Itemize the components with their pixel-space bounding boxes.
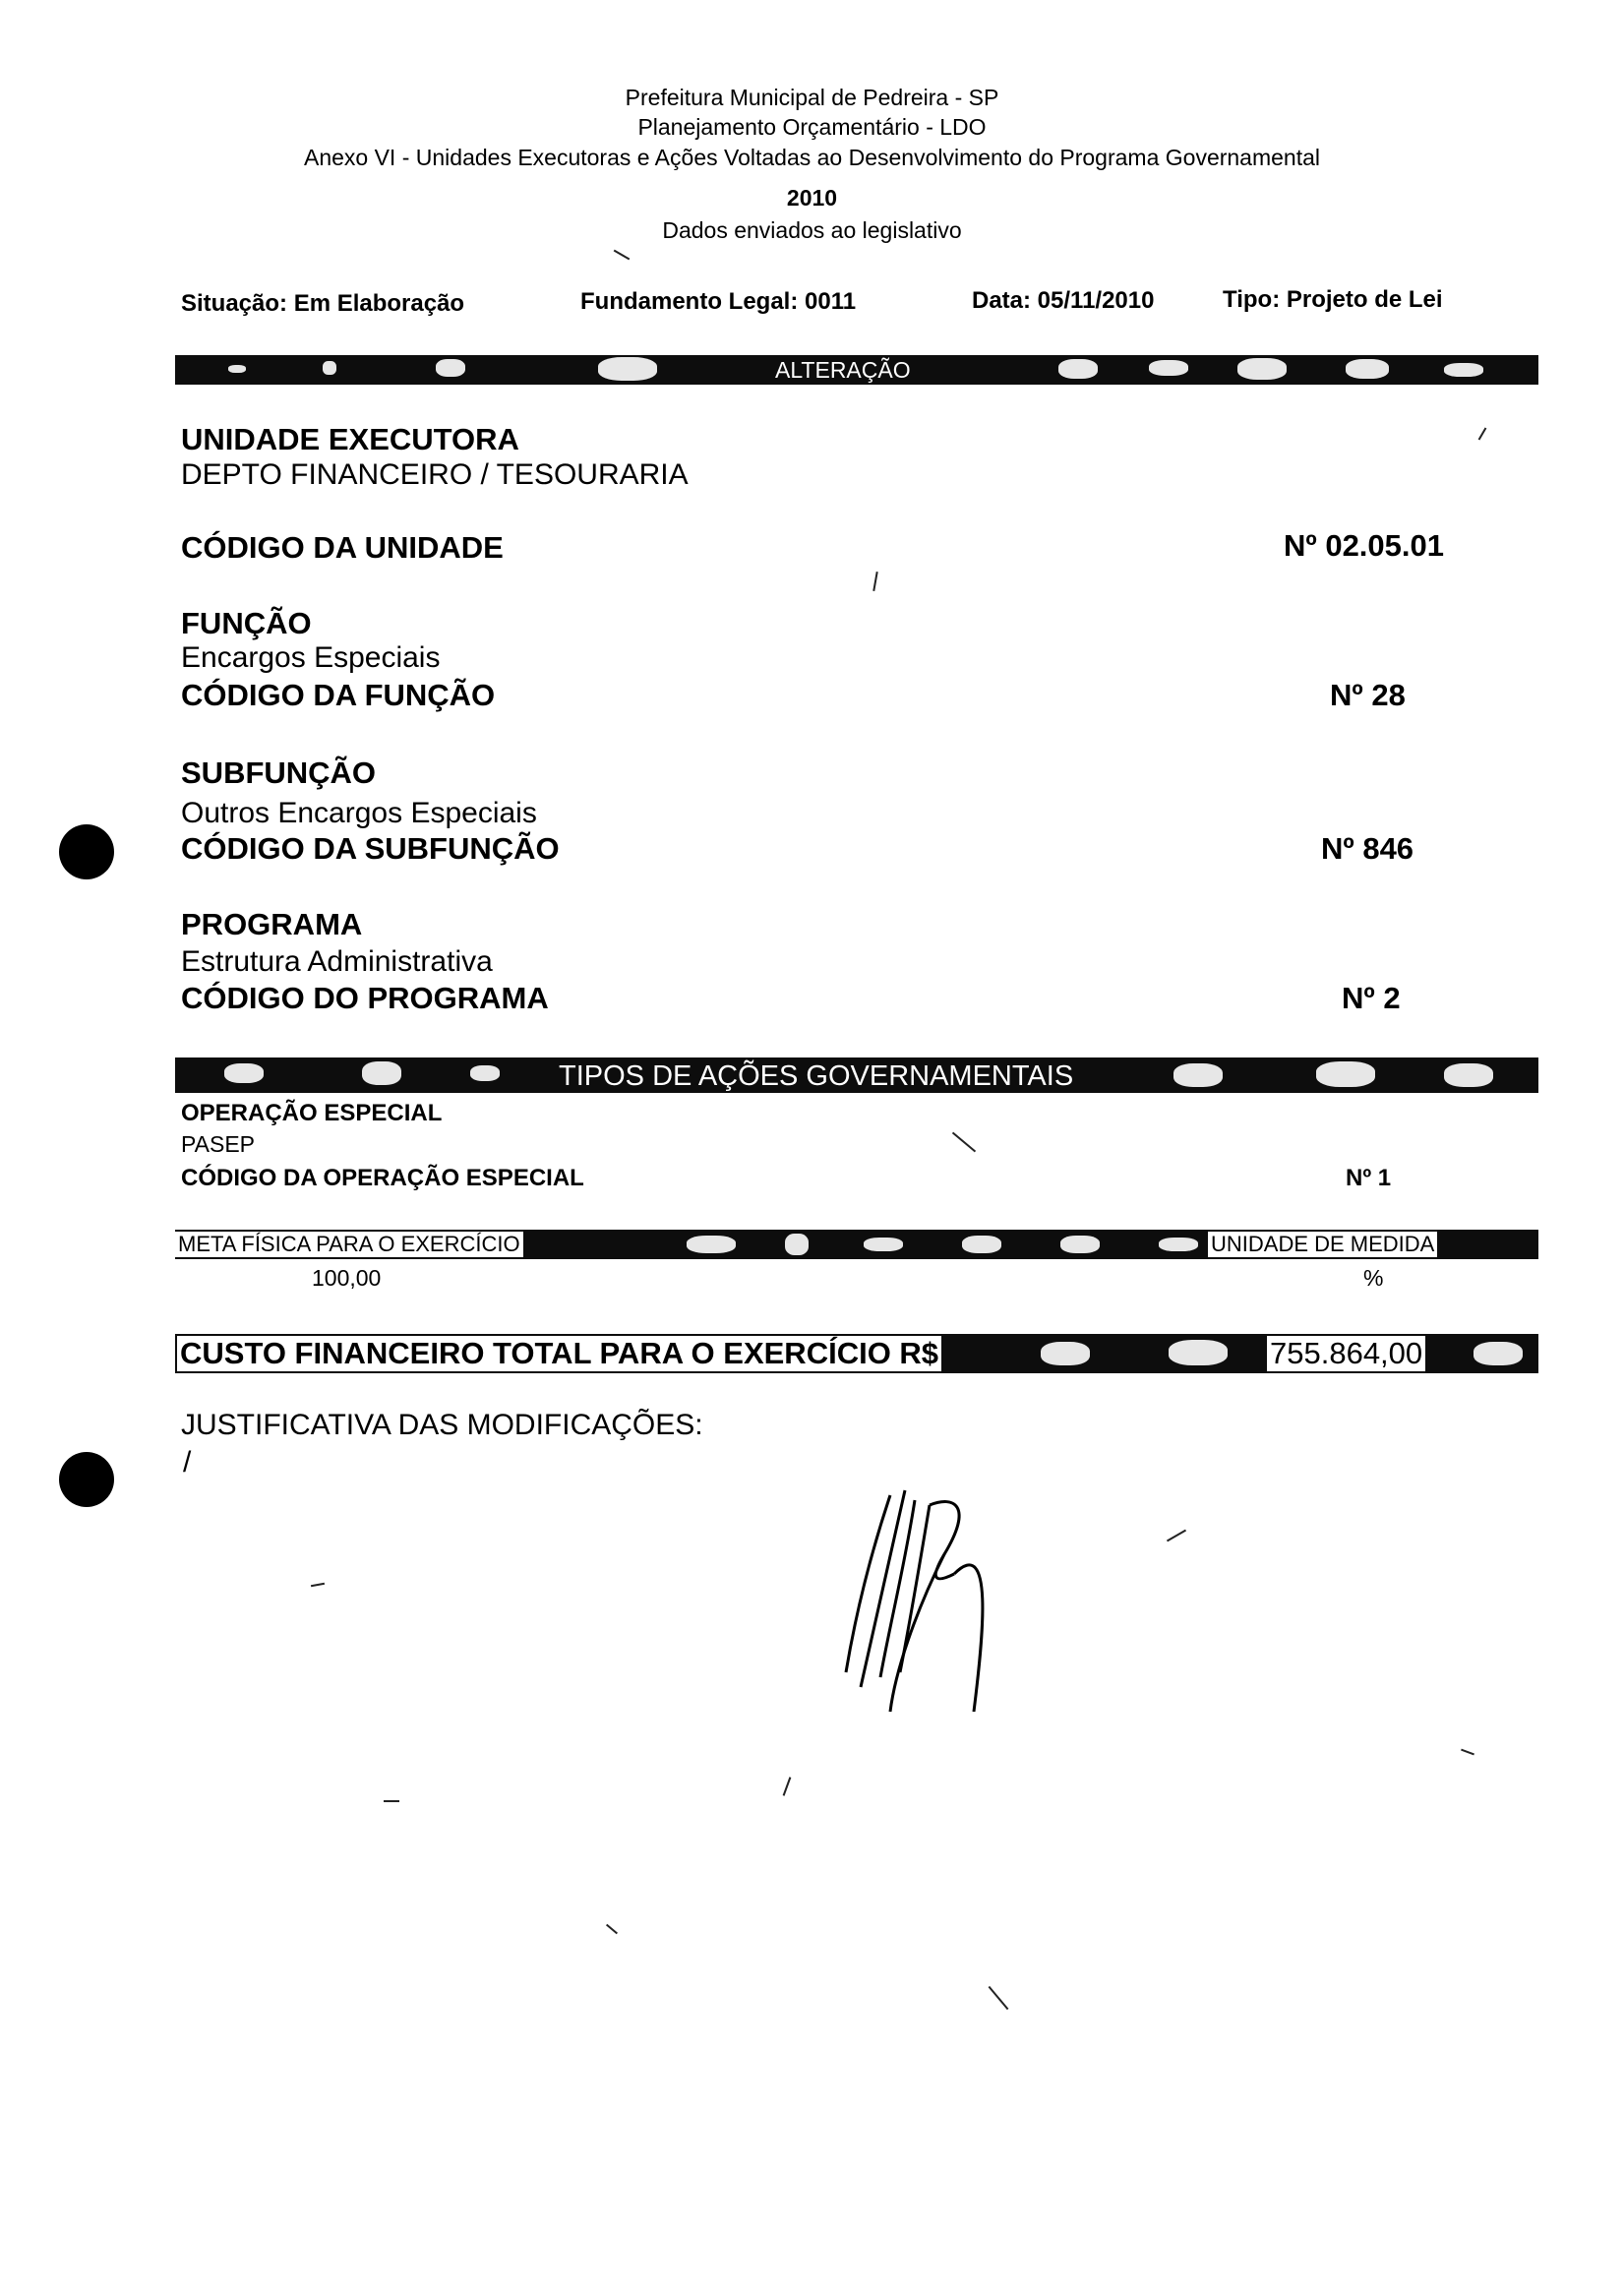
operacao-heading: OPERAÇÃO ESPECIAL [181, 1100, 443, 1126]
programa-value: Estrutura Administrativa [181, 945, 493, 978]
tipos-acoes-label: TIPOS DE AÇÕES GOVERNAMENTAIS [559, 1060, 1074, 1092]
unidade-value: DEPTO FINANCEIRO / TESOURARIA [181, 458, 689, 491]
programa-code-value: Nº 2 [1342, 981, 1401, 1015]
meta-fisica-label: META FÍSICA PARA O EXERCÍCIO [175, 1232, 523, 1257]
meta-situacao: Situação: Em Elaboração [181, 290, 465, 317]
scan-mark [952, 1132, 976, 1153]
alteracao-label: ALTERAÇÃO [775, 357, 911, 383]
scan-mark [1461, 1749, 1474, 1756]
justificativa-value: / [183, 1446, 192, 1479]
scan-mark [614, 250, 631, 261]
custo-financeiro-value: 755.864,00 [1267, 1336, 1425, 1371]
meta-fisica-bar [175, 1230, 1538, 1259]
programa-heading: PROGRAMA [181, 907, 363, 941]
meta-fisica-unit: % [1363, 1265, 1384, 1291]
tipos-acoes-bar [175, 1057, 1538, 1093]
custo-financeiro-bar [175, 1334, 1538, 1373]
alteracao-bar [175, 355, 1538, 385]
subfuncao-code-value: Nº 846 [1321, 831, 1414, 866]
funcao-value: Encargos Especiais [181, 641, 441, 674]
unidade-heading: UNIDADE EXECUTORA [181, 422, 519, 456]
meta-data: Data: 05/11/2010 [972, 287, 1155, 314]
funcao-code-label: CÓDIGO DA FUNÇÃO [181, 678, 496, 712]
punch-hole-bottom [59, 1452, 114, 1507]
unidade-code-label: CÓDIGO DA UNIDADE [181, 530, 504, 565]
scan-mark [783, 1777, 792, 1795]
subfuncao-code-label: CÓDIGO DA SUBFUNÇÃO [181, 831, 560, 866]
operacao-code-label: CÓDIGO DA OPERAÇÃO ESPECIAL [181, 1165, 584, 1191]
signature [836, 1476, 1013, 1731]
scan-mark [384, 1800, 399, 1802]
meta-tipo: Tipo: Projeto de Lei [1223, 286, 1443, 313]
scan-mark [872, 572, 877, 591]
meta-fundamento: Fundamento Legal: 0011 [580, 288, 857, 315]
scan-mark [1478, 427, 1487, 440]
unidade-medida-label: UNIDADE DE MEDIDA [1208, 1232, 1437, 1257]
funcao-code-value: Nº 28 [1330, 678, 1406, 712]
scan-mark [989, 1986, 1009, 2010]
operacao-code-value: Nº 1 [1346, 1165, 1392, 1191]
scan-mark [311, 1583, 325, 1587]
programa-code-label: CÓDIGO DO PROGRAMA [181, 981, 549, 1015]
unidade-code-value: Nº 02.05.01 [1284, 528, 1444, 563]
header-year: 2010 [786, 185, 838, 211]
header-line-3: Anexo VI - Unidades Executoras e Ações Voltadas ao Desenvolvimento do Programa Governamental [303, 145, 1321, 170]
justificativa-label: JUSTIFICATIVA DAS MODIFICAÇÕES: [181, 1409, 703, 1441]
subfuncao-value: Outros Encargos Especiais [181, 797, 537, 829]
subfuncao-heading: SUBFUNÇÃO [181, 755, 377, 790]
punch-hole-top [59, 824, 114, 879]
operacao-value: PASEP [181, 1131, 255, 1157]
header-line-1: Prefeitura Municipal de Pedreira - SP [625, 85, 999, 110]
scan-mark [1167, 1530, 1186, 1542]
meta-fisica-value: 100,00 [312, 1265, 382, 1291]
scan-mark [606, 1924, 618, 1935]
header-line-2: Planejamento Orçamentário - LDO [637, 114, 987, 140]
custo-financeiro-label: CUSTO FINANCEIRO TOTAL PARA O EXERCÍCIO R$ [177, 1336, 941, 1371]
funcao-heading: FUNÇÃO [181, 606, 312, 640]
header-line-5: Dados enviados ao legislativo [662, 217, 962, 243]
